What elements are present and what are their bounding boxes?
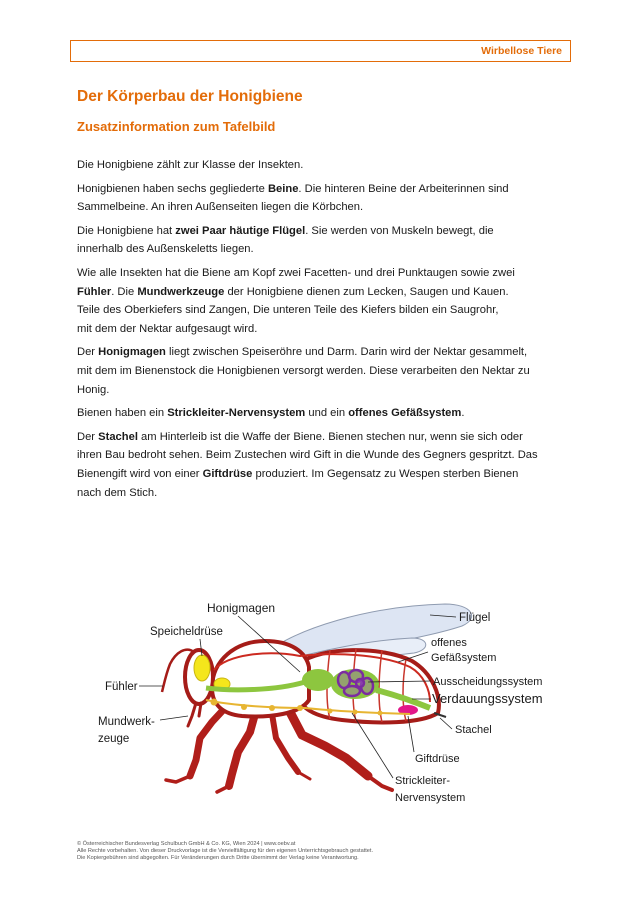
text-segment: Honig. [77,383,110,396]
text-line [77,320,577,339]
paragraph [77,180,577,217]
text-line [77,156,577,175]
text-segment: nach dem Stich. [77,486,158,499]
text-segment: ihren Bau bedroht sehen. Beim Zustechen wird Gift in die Wunde des Gegners gespritzt. Das [77,449,538,462]
key-term: Stachel [98,430,138,443]
text-segment: Wie alle Insekten hat die Biene am Kopf zwei Facetten- und drei Punktaugen sowie zwei [77,266,515,279]
text-segment: Bienen haben ein [77,407,168,420]
footer-line: © Österreichischer Bundesverlag Schulbuch GmbH & Co. KG, Wien 2024 | www.oebv.at [77,841,296,847]
front-leg-tarsus [166,776,190,782]
key-term: Strickleiter-Nervensystem [167,407,306,420]
text-line [77,381,577,400]
text-segment: am Hinterleib ist die Waffe der Biene. Bienen stechen nur, wenn sie sich oder [137,430,523,443]
text-segment: . [461,407,465,420]
section-label: Wirbellose Tiere [481,45,562,57]
page-subtitle: Zusatzinformation zum Tafelbild [77,119,276,134]
paragraph [77,343,577,399]
text-segment: . Die [111,285,138,298]
honey-stomach [302,669,334,691]
text-segment: liegt zwischen Speiseröhre und Darm. Darin wird der Nektar gesammelt, [165,346,528,359]
text-segment: . Die hinteren Beine der Arbeiterinnen sind [298,182,509,195]
key-term: offenes Gefäßsystem [348,407,462,420]
key-term: Honigmagen [98,346,166,359]
label-gefaesssystem-2: Gefäßsystem [431,652,497,664]
key-term: Mundwerkzeuge [137,285,225,298]
text-line [77,264,577,283]
label-fuehler: Fühler [105,681,138,693]
salivary-gland [194,655,210,681]
text-line [77,428,577,447]
footer-line: Die Kopiergebühren sind abgegolten. Für Veränderungen durch Dritte übernimmt der Verlag keine Verantwortung. [77,855,359,862]
text-segment: Der [77,430,99,443]
key-term: Fühler [77,285,112,298]
label-nervensystem-2: Nervensystem [395,792,466,804]
text-line [77,240,577,259]
mouthparts [188,703,201,726]
text-line [77,222,577,241]
text-line [77,198,577,217]
text-segment: und ein [305,407,349,420]
paragraph [77,222,577,259]
label-honigmagen: Honigmagen [207,601,276,615]
page-title: Der Körperbau der Honigbiene [77,88,303,105]
label-verdauungssystem: Verdauungssystem [432,691,543,706]
hind-leg-inner-tarsus [298,772,310,779]
footer-line: Alle Rechte vorbehalten. Von dieser Druckvorlage ist die Vervielfältigung für den eigenen Unterrichtsgebrauch gestattet. [77,848,374,855]
key-term: zwei Paar häutige Flügel [175,224,306,237]
label-mundwerkzeuge-2: zeuge [98,733,130,745]
text-segment: Bienengift wird von einer [77,467,203,480]
text-segment: Sammelbeine. An ihren Außenseiten liegen die Körbchen. [77,201,364,214]
label-mundwerkzeuge-1: Mundwerk- [98,716,155,728]
copyright-footer [77,841,557,863]
text-line [77,465,577,484]
front-leg [190,708,225,776]
leader-mundwerkzeuge [160,716,188,720]
text-segment: Die Honigbiene zählt zur Klasse der Insekten. [77,159,304,171]
honeybee-anatomy-diagram [0,585,640,810]
label-ausscheidungssystem: Ausscheidungssystem [433,676,543,688]
key-term: Beine [267,182,299,195]
label-fluegel: Flügel [459,612,491,624]
paragraph [77,428,577,502]
text-line [77,362,577,381]
text-segment: der Honigbiene dienen zum Lecken, Saugen und Kauen. [224,285,509,298]
text-segment: Der [77,346,99,359]
text-line [77,404,577,423]
text-segment: produziert. Im Gegensatz zu Wespen sterben Bienen [252,467,519,480]
text-segment: . Sie werden von Muskeln bewegt, die [305,224,494,237]
paragraph [77,156,577,175]
label-giftdruese: Giftdrüse [415,753,460,765]
body-text [77,156,577,507]
text-segment: mit dem im Bienenstock die Honigbienen versorgt werden. Diese verarbeiten den Nektar zu [77,364,530,377]
paragraph [77,264,577,338]
middle-leg [229,714,255,786]
section-header-box [70,40,571,62]
key-term: Giftdrüse [202,467,253,480]
text-segment: Honigbienen haben sechs gegliederte [77,182,268,195]
text-line [77,180,577,199]
text-segment: Die Honigbiene hat [77,224,176,237]
label-stachel: Stachel [455,724,492,736]
text-line [77,283,577,302]
leader-stachel [440,718,452,729]
paragraph [77,404,577,423]
text-line [77,446,577,465]
text-segment: Teile des Oberkiefers sind Zangen, Die unteren Teile des Kiefers bilden ein Saugrohr, [77,304,499,317]
text-segment: innerhalb des Außenskeletts liegen. [77,243,254,256]
label-nervensystem-1: Strickleiter- [395,775,451,787]
label-gefaesssystem-1: offenes [431,637,467,649]
text-line [77,484,577,503]
text-line [77,343,577,362]
hind-leg-tarsus [368,776,392,790]
text-line [77,301,577,320]
text-segment: mit dem der Nektar aufgesaugt wird. [77,322,258,335]
label-speicheldruese: Speicheldrüse [150,626,223,638]
